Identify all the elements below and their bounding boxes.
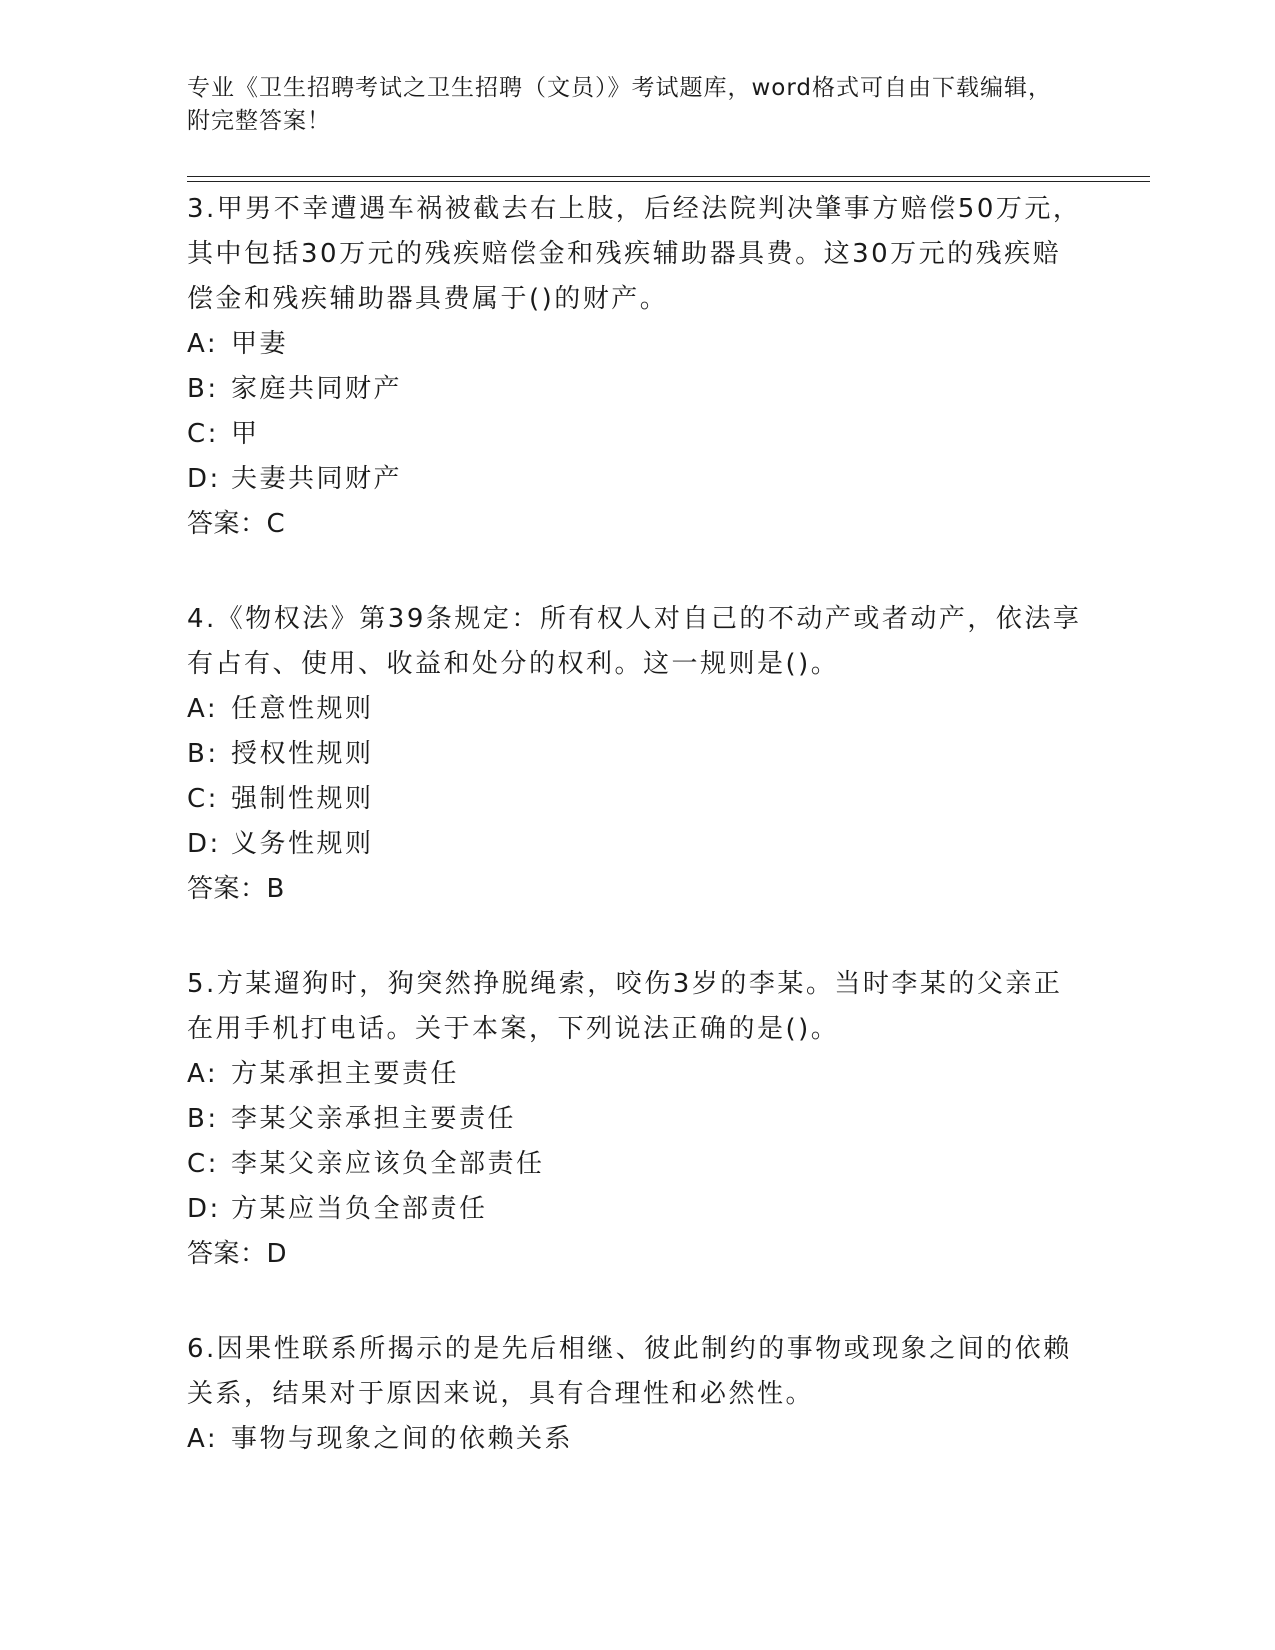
option-label: D:	[187, 464, 221, 494]
option-label: A:	[187, 694, 219, 724]
option-text: 方某应当负全部责任	[231, 1194, 488, 1224]
option-label: A:	[187, 1424, 219, 1454]
question-text: 5.方某遛狗时，狗突然挣脱绳索，咬伤3岁的李某。当时李某的父亲正在用手机打电话。关于本案，下列说法正确的是()。	[187, 969, 1063, 1044]
option-d	[187, 1187, 1087, 1232]
option-label: B:	[187, 1104, 219, 1134]
option-label: A:	[187, 329, 219, 359]
option-text: 义务性规则	[231, 829, 374, 859]
option-label: C:	[187, 1149, 219, 1179]
question-6	[187, 1327, 1087, 1462]
option-a	[187, 322, 1087, 367]
question-text: 6.因果性联系所揭示的是先后相继、彼此制约的事物或现象之间的依赖关系，结果对于原因来说，具有合理性和必然性。	[187, 1334, 1072, 1409]
option-c	[187, 777, 1087, 822]
option-b	[187, 732, 1087, 777]
option-c	[187, 1142, 1087, 1187]
option-text: 家庭共同财产	[231, 374, 403, 404]
header-rule-top	[187, 176, 1150, 177]
question-3	[187, 187, 1087, 547]
answer-line: 答案：C	[187, 509, 286, 539]
option-a	[187, 1417, 1087, 1462]
option-text: 李某父亲承担主要责任	[231, 1104, 517, 1134]
header-rule-bottom	[187, 181, 1150, 182]
option-d	[187, 822, 1087, 867]
option-b	[187, 367, 1087, 412]
option-d	[187, 457, 1087, 502]
option-label: B:	[187, 739, 219, 769]
option-text: 方某承担主要责任	[231, 1059, 460, 1089]
option-b	[187, 1097, 1087, 1142]
option-text: 甲	[231, 419, 260, 449]
option-text: 甲妻	[231, 329, 289, 359]
question-list	[187, 187, 1087, 1512]
option-label: C:	[187, 784, 219, 814]
question-5	[187, 962, 1087, 1277]
option-a	[187, 687, 1087, 732]
answer-line: 答案：D	[187, 1239, 288, 1269]
option-label: D:	[187, 1194, 221, 1224]
answer-line: 答案：B	[187, 874, 285, 904]
option-text: 授权性规则	[231, 739, 374, 769]
option-label: C:	[187, 419, 219, 449]
option-text: 强制性规则	[231, 784, 374, 814]
option-text: 李某父亲应该负全部责任	[231, 1149, 545, 1179]
option-c	[187, 412, 1087, 457]
option-text: 任意性规则	[231, 694, 374, 724]
option-label: D:	[187, 829, 221, 859]
option-text: 夫妻共同财产	[231, 464, 403, 494]
option-text: 事物与现象之间的依赖关系	[231, 1424, 574, 1454]
option-a	[187, 1052, 1087, 1097]
question-text: 4.《物权法》第39条规定：所有权人对自己的不动产或者动产，依法享有占有、使用、收益和处分的权利。这一规则是()。	[187, 604, 1082, 679]
option-label: B:	[187, 374, 219, 404]
header-text: 专业《卫生招聘考试之卫生招聘（文员）》考试题库，word格式可自由下载编辑，附完整答案！	[187, 75, 1053, 134]
option-label: A:	[187, 1059, 219, 1089]
document-header	[187, 72, 1067, 138]
question-text: 3.甲男不幸遭遇车祸被截去右上肢，后经法院判决肇事方赔偿50万元，其中包括30万元的残疾赔偿金和残疾辅助器具费。这30万元的残疾赔偿金和残疾辅助器具费属于()的财产。	[187, 194, 1082, 314]
question-4	[187, 597, 1087, 912]
